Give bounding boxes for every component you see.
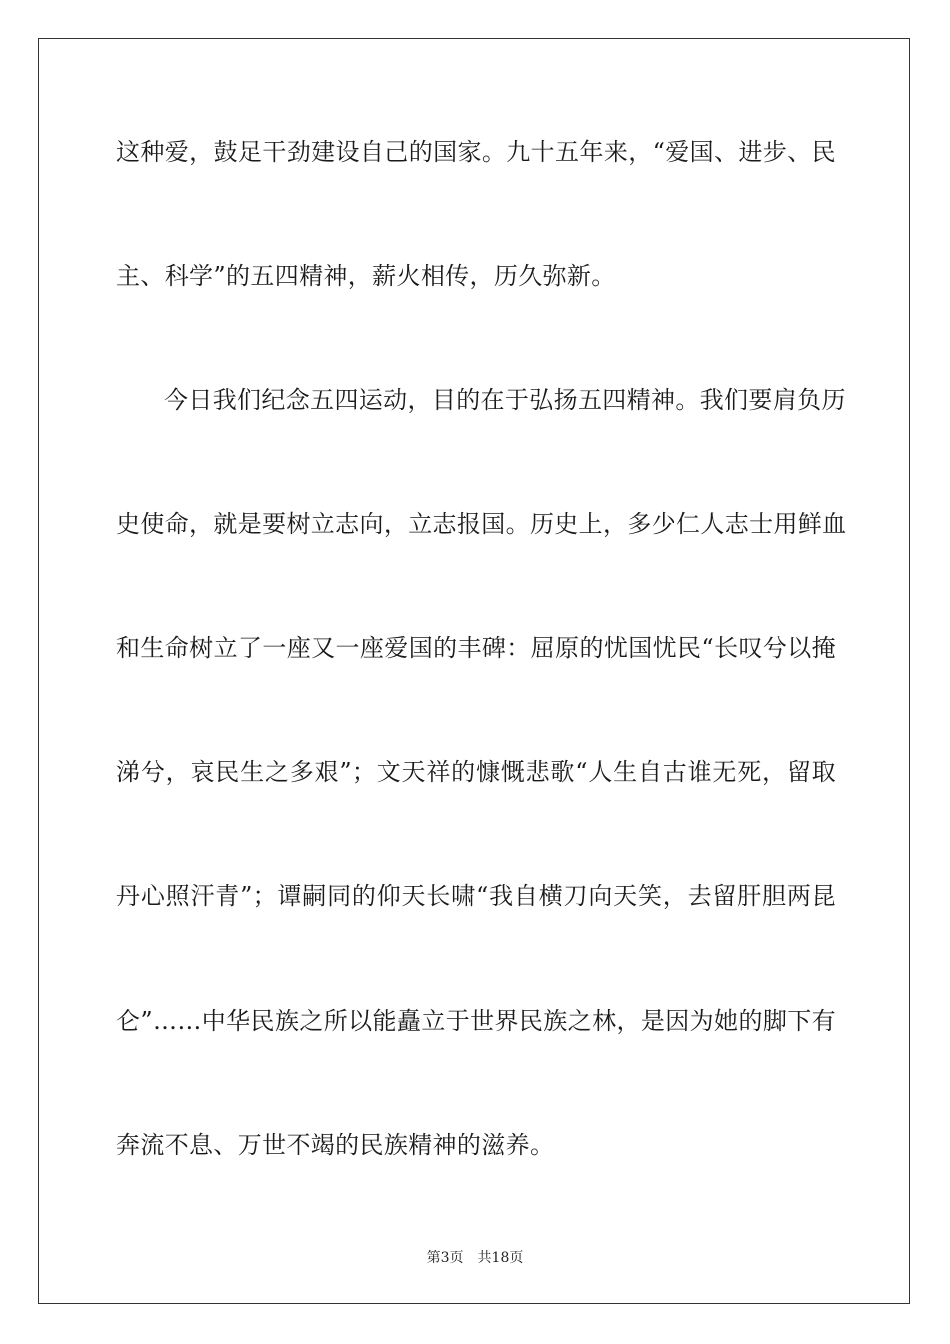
paragraph-line: 这种爱，鼓足干劲建设自己的国家。九十五年来，“爱国、进步、民 xyxy=(116,138,836,166)
paragraph-line: 今日我们纪念五四运动，目的在于弘扬五四精神。我们要肩负历 xyxy=(164,386,846,414)
paragraph-line: 丹心照汗青”；谭嗣同的仰天长啸“我自横刀向天笑，去留肝胆两昆 xyxy=(116,882,836,910)
page-total: 共18页 xyxy=(477,1250,524,1266)
page-number: 第3页 xyxy=(426,1250,464,1266)
paragraph-line: 仑”……中华民族之所以能矗立于世界民族之林，是因为她的脚下有 xyxy=(116,1007,836,1035)
paragraph-line: 涕兮，哀民生之多艰”；文天祥的慷慨悲歌“人生自古谁无死，留取 xyxy=(116,758,836,786)
page-footer xyxy=(0,1247,950,1267)
paragraph-line: 主、科学”的五四精神，薪火相传，历久弥新。 xyxy=(116,262,616,290)
paragraph-line: 奔流不息、万世不竭的民族精神的滋养。 xyxy=(116,1131,555,1159)
paragraph-line: 和生命树立了一座又一座爱国的丰碑：屈原的忧国忧民“长叹兮以掩 xyxy=(116,634,836,662)
page-border xyxy=(38,38,910,1304)
paragraph-line: 史使命，就是要树立志向，立志报国。历史上，多少仁人志士用鲜血 xyxy=(116,510,847,538)
